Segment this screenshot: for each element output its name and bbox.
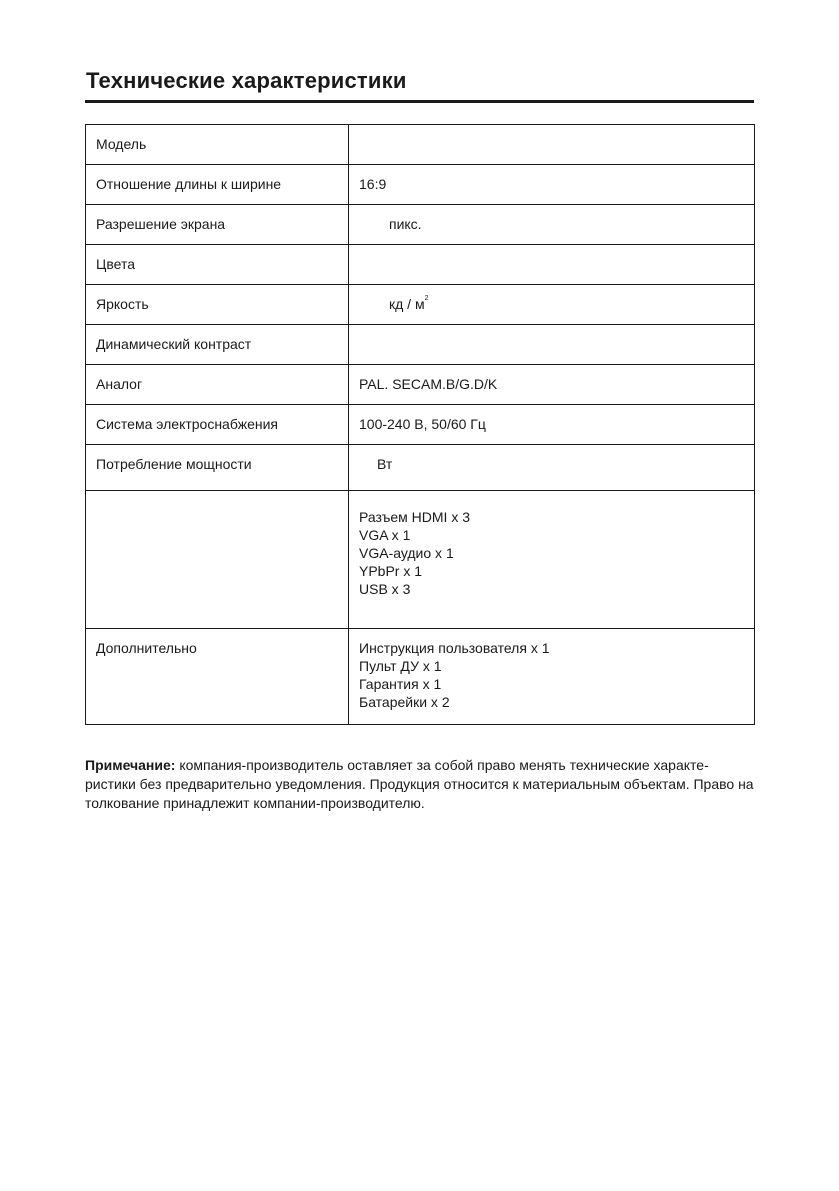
spec-label: Аналог xyxy=(86,365,349,405)
spec-label: Разрешение экрана xyxy=(86,205,349,245)
note-paragraph xyxy=(85,756,755,813)
spec-label: Цвета xyxy=(86,245,349,285)
table-row xyxy=(86,365,755,405)
spec-value: PAL. SECAM.B/G.D/K xyxy=(349,365,755,405)
spec-label: Потребление мощности xyxy=(86,445,349,491)
spec-label xyxy=(86,491,349,629)
spec-value xyxy=(349,285,755,325)
superscript: 2 xyxy=(424,295,429,302)
table-row xyxy=(86,325,755,365)
spec-value: пикс. xyxy=(349,205,755,245)
note-text: компания-производитель оставляет за собой право менять технические характе-ристики без предварительно уведомления. Продукция относится к материальным объектам. Право на толкование принадлежит компании-производителю. xyxy=(85,757,754,811)
spec-label: Динамический контраст xyxy=(86,325,349,365)
connector-line: Разъем HDMI x 3 xyxy=(359,509,471,525)
table-row xyxy=(86,245,755,285)
specs-table xyxy=(85,124,755,725)
accessory-line: Гарантия x 1 xyxy=(359,676,442,692)
spec-value: 100-240 В, 50/60 Гц xyxy=(349,405,755,445)
connector-line: USB x 3 xyxy=(359,581,411,597)
table-row xyxy=(86,491,755,629)
accessory-line: Пульт ДУ x 1 xyxy=(359,658,442,674)
spec-label: Модель xyxy=(86,125,349,165)
spec-value xyxy=(349,125,755,165)
accessory-line: Инструкция пользователя x 1 xyxy=(359,640,550,656)
spec-label: Отношение длины к ширине xyxy=(86,165,349,205)
table-row xyxy=(86,445,755,491)
table-row xyxy=(86,629,755,725)
table-row xyxy=(86,405,755,445)
page-title: Технические характеристики xyxy=(86,68,407,93)
brightness-unit: кд / м xyxy=(389,296,425,312)
spec-label: Яркость xyxy=(86,285,349,325)
table-row xyxy=(86,205,755,245)
table-row xyxy=(86,285,755,325)
connector-line: VGA x 1 xyxy=(359,527,411,543)
spec-label: Система электроснабжения xyxy=(86,405,349,445)
table-row xyxy=(86,165,755,205)
spec-value: Вт xyxy=(349,445,755,491)
spec-value-list xyxy=(349,491,755,629)
spec-label: Дополнительно xyxy=(86,629,349,725)
connector-line: YPbPr x 1 xyxy=(359,563,423,579)
spec-value xyxy=(349,325,755,365)
spec-value xyxy=(349,245,755,285)
note-label: Примечание: xyxy=(85,757,176,773)
spec-value-list xyxy=(349,629,755,725)
title-divider xyxy=(85,100,754,103)
connector-line: VGA-аудио x 1 xyxy=(359,545,454,561)
accessory-line: Батарейки x 2 xyxy=(359,694,450,710)
table-row xyxy=(86,125,755,165)
spec-value: 16:9 xyxy=(349,165,755,205)
